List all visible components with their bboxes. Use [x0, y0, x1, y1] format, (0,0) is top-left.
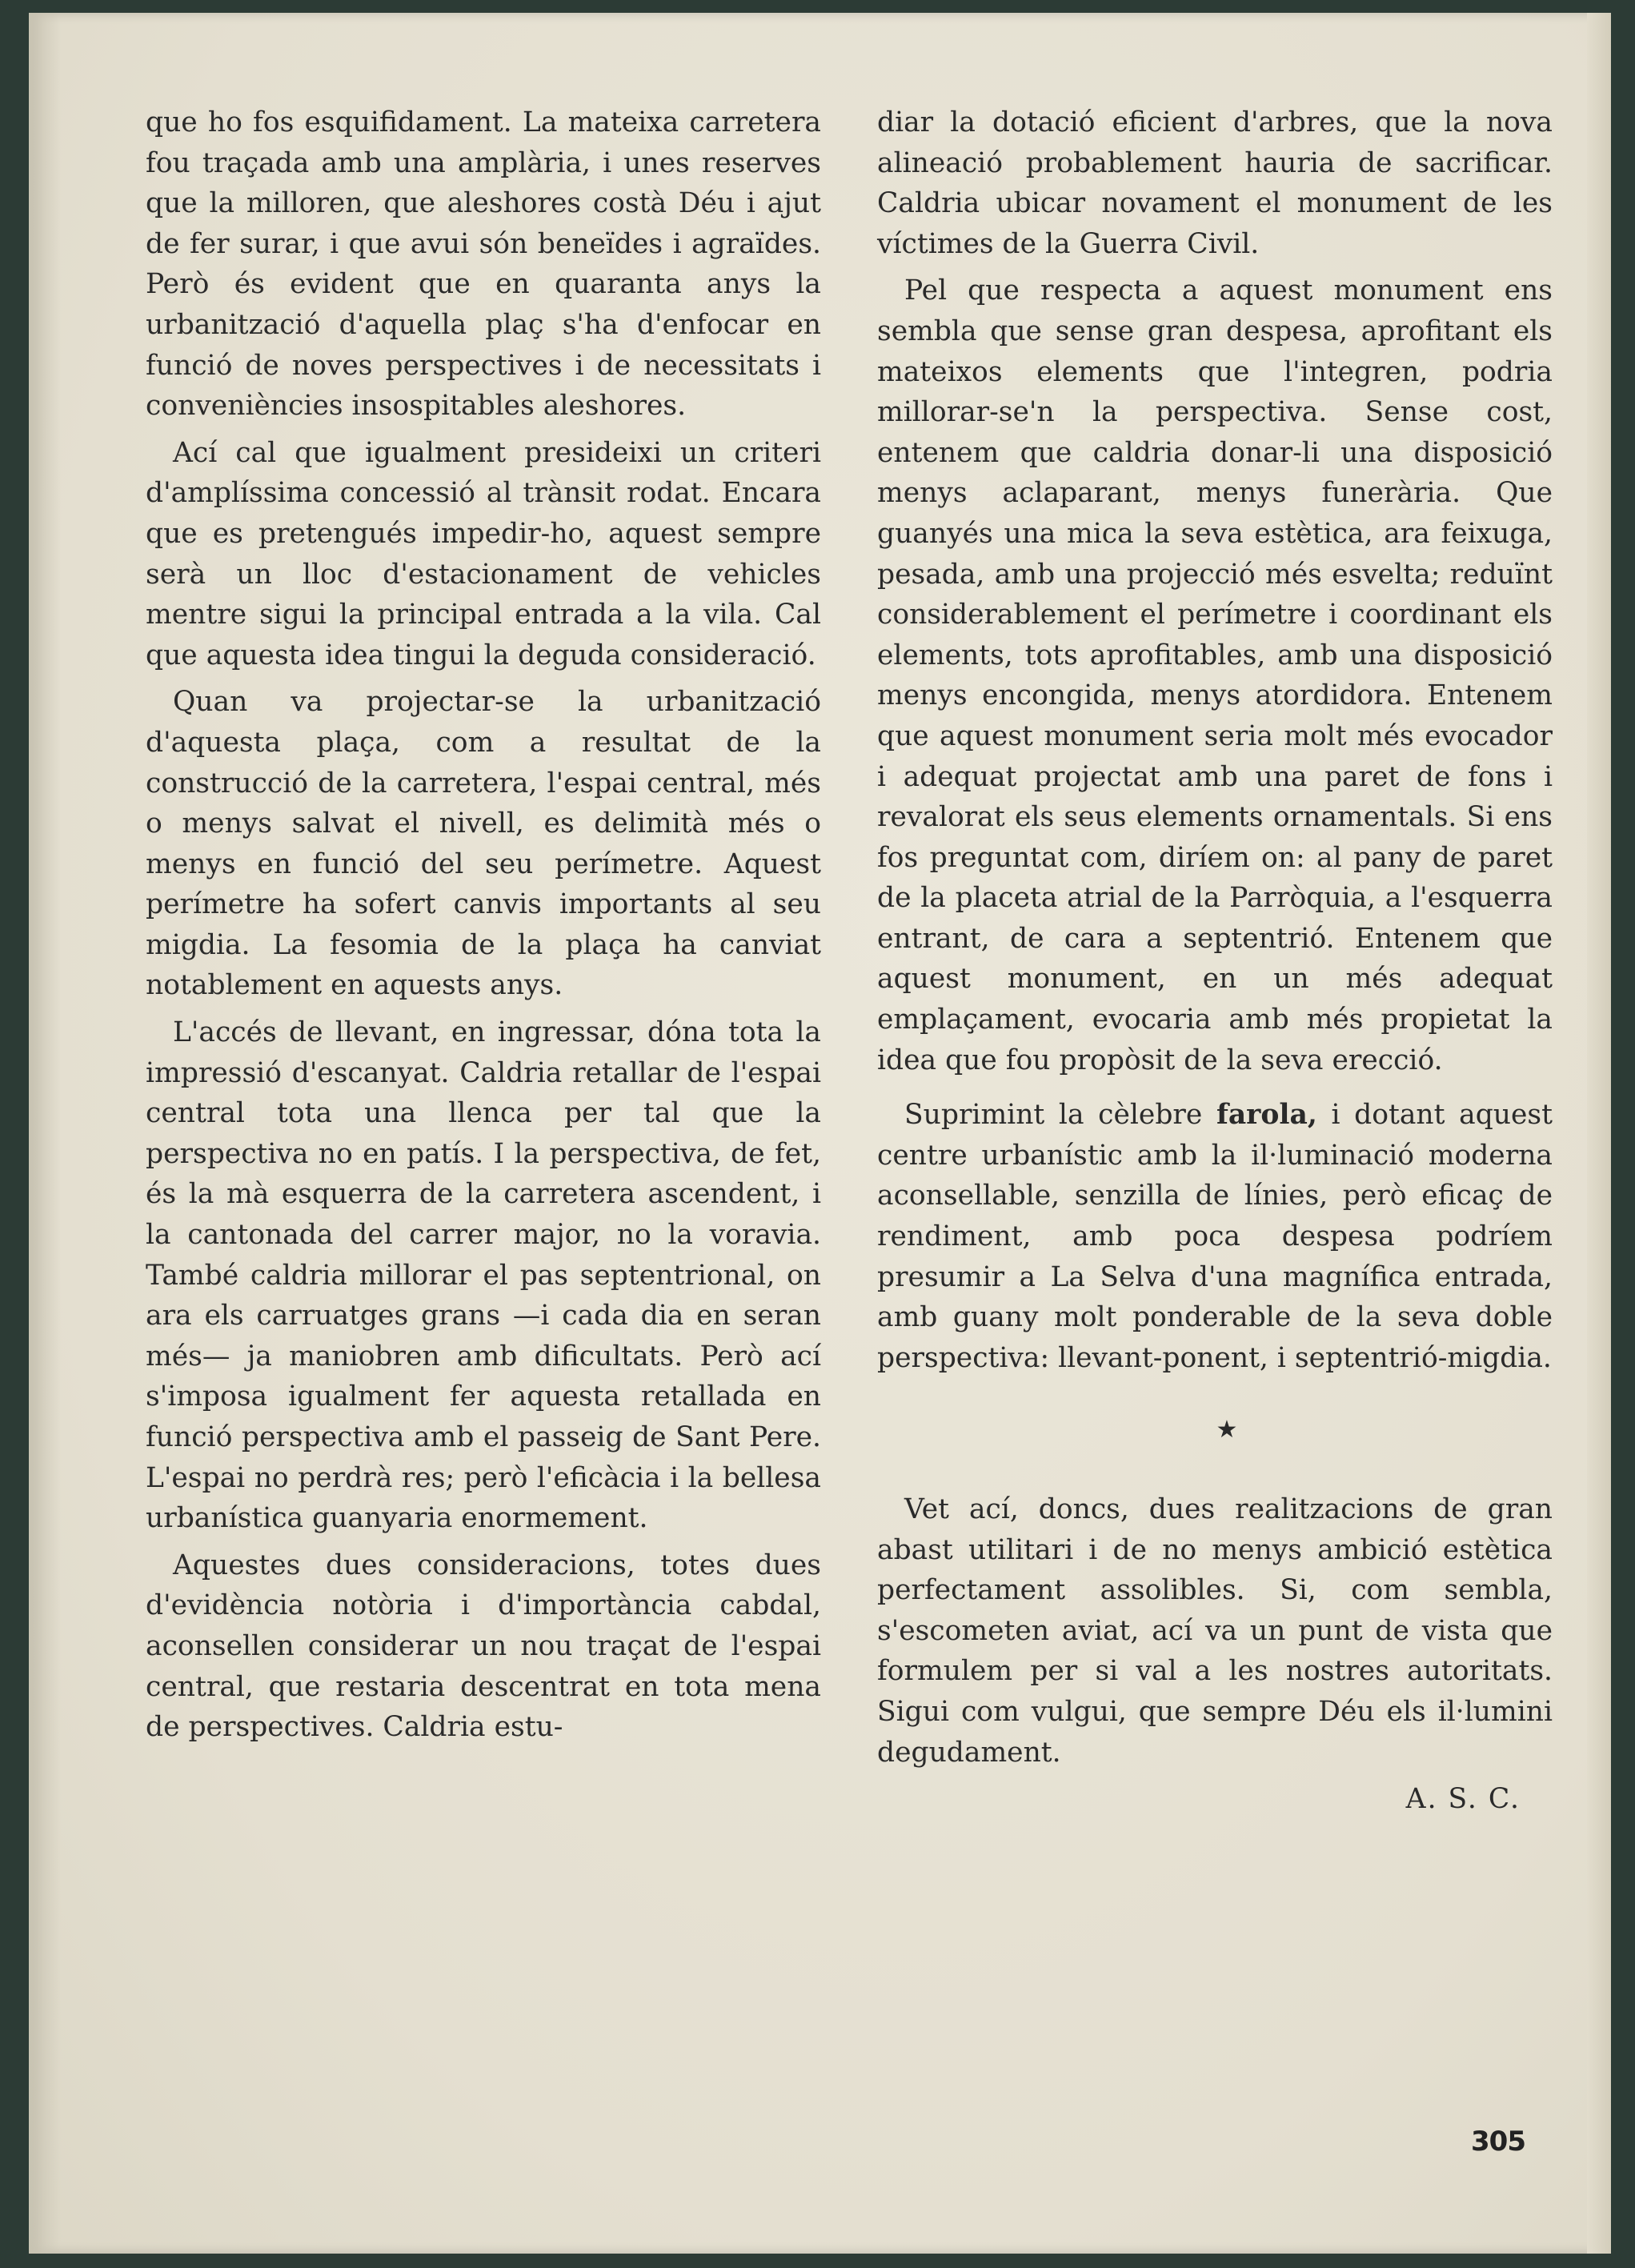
paragraph-text: i dotant aquest centre urbanístic amb la il·luminació moderna aconsellable, senzilla de línies, però eficaç de rendiment, amb poca despesa podríem presumir a La Selva d'una magnífica entrada, amb guany molt ponderable de la seva doble perspectiva: llevant-ponent, i septentrió-migdia. [877, 1099, 1553, 1374]
star-separator-icon: ★ [1216, 1416, 1238, 1445]
author-signature: A. S. C. [1405, 1783, 1521, 1816]
bold-term: farola, [1216, 1099, 1317, 1132]
paragraph: Ací cal que igualment presideixi un criteri d'amplíssima concessió al trànsit rodat. Encara que es pretengués impedir-ho, aquest sempre serà un lloc d'estacionament de vehicles mentre sigui la principal entrada a la vila. Cal que aquesta idea tingui la deguda consideració. [146, 436, 821, 671]
paragraph [877, 1095, 1553, 1378]
binding-gutter [29, 13, 61, 2254]
paragraph: que ho fos esquifidament. La mateixa carretera fou traçada amb una amplària, i unes reserves que la milloren, que aleshores costà Déu i ajut de fer surar, i que avui són beneïdes i agraïdes. Però és evident que en quaranta anys la urbanització d'aquella plaç s'ha d'enfocar en funció de noves perspectives i de necessitats i conveniències insospitables aleshores. [146, 106, 821, 423]
paragraph: diar la dotació eficient d'arbres, que la nova alineació probablement hauria de sacrificar. Caldria ubicar novament el monument de les víctimes de la Guerra Civil. [877, 106, 1553, 260]
paragraph: Quan va projectar-se la urbanització d'aquesta plaça, com a resultat de la construcció de la carretera, l'espai central, més o menys salvat el nivell, es delimità més o menys en funció del seu perímetre. Aquest perímetre ha sofert canvis importants al seu migdia. La fesomia de la plaça ha canviat notablement en aquests anys. [146, 686, 821, 1002]
right-column [877, 102, 1553, 1820]
magazine-page [29, 13, 1611, 2254]
paragraph: Pel que respecta a aquest monument ens sembla que sense gran despesa, aprofitant els mateixos elements que l'integren, podria millorar-se'n la perspectiva. Sense cost, entenem que caldria donar-li una disposició menys aclaparant, menys funerària. Que guanyés una mica la seva estètica, ara feixuga, pesada, amb una projecció més esvelta; reduïnt considerablement el perímetre i coordinant els elements, tots aprofitables, amb una disposició menys encongida, menys atordidora. Entenem que aquest monument seria molt més evocador i adequat projectat amb una paret de fons i revalorat els seus elements ornamentals. Si ens fos preguntat com, diríem on: al pany de paret de la placeta atrial de la Parròquia, a l'esquerra entrant, de cara a septentrió. Entenem que aquest monument, en un més adequat emplaçament, evocaria amb més propietat la idea que fou propòsit de la seva erecció. [877, 274, 1553, 1076]
paragraph-text: Suprimint la cèlebre [904, 1099, 1216, 1132]
left-column [146, 102, 821, 1754]
paragraph: Vet ací, doncs, dues realitzacions de gran abast utilitari i de no menys ambició estètica perfectament assolibles. Si, com sembla, s'escometen aviat, ací va un punt de vista que formulem per si val a les nostres autoritats. Sigui com vulgui, que sempre Déu els il·lumini degudament. [877, 1493, 1553, 1769]
paragraph: L'accés de llevant, en ingressar, dóna tota la impressió d'escanyat. Caldria retallar de l'espai central tota una llenca per tal que la perspectiva no en patís. I la perspectiva, de fet, és la mà esquerra de la carretera ascendent, i la cantonada del carrer major, no la voravia. També caldria millorar el pas septentrional, on ara els carruatges grans —i cada dia en seran més— ja maniobren amb dificultats. Però ací s'imposa igualment fer aquesta retallada en funció perspectiva amb el passeig de Sant Pere. L'espai no perdrà res; però l'eficàcia i la bellesa urbanística guanyaria enormement. [146, 1016, 821, 1535]
page-edge [1587, 13, 1611, 2254]
page-number: 305 [1471, 2126, 1525, 2158]
paragraph: Aquestes dues consideracions, totes dues d'evidència notòria i d'importància cabdal, aconsellen considerar un nou traçat de l'espai central, que restaria descentrat en tota mena de perspectives. Caldria estu- [146, 1549, 821, 1744]
